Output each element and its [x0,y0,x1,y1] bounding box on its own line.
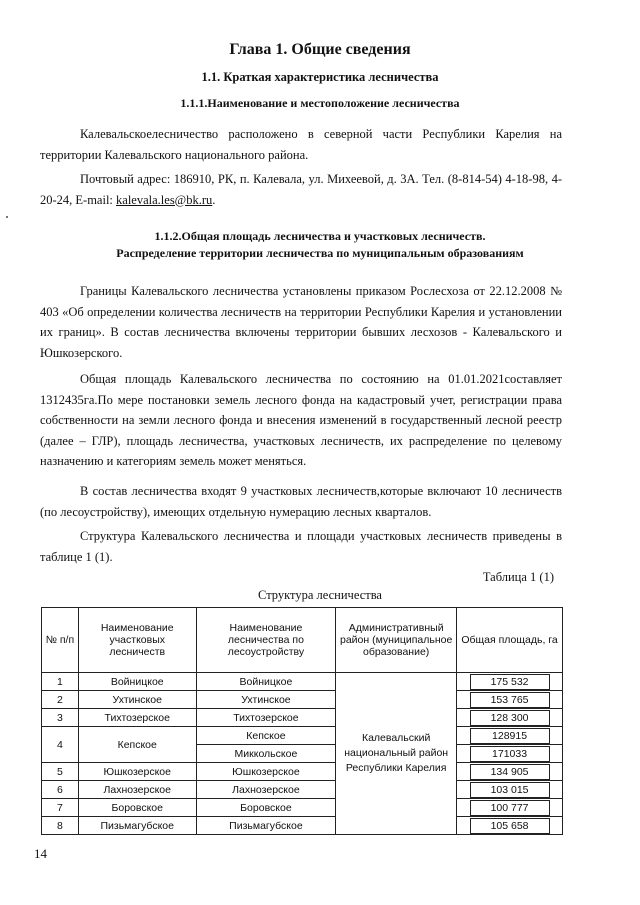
section-heading: 1.1. Краткая характеристика лесничества [201,70,439,84]
cell-name: Кепское [78,727,196,763]
margin-mark [6,216,8,218]
address-suffix: . [212,192,216,207]
location-paragraph: Калевальскоелесничество расположено в северной части Республики Карелия на территории Калевальского национального района. [40,127,562,162]
header-district-forestry: Наименование участковых лесничеств [78,608,196,673]
cell-area [457,691,563,709]
cell-num: 3 [42,709,79,727]
cell-survey: Боровское [196,799,336,817]
subsection-heading-2-line1: 1.1.2.Общая площадь лесничества и участковых лесничеств. [154,229,486,243]
cell-survey: Миккольское [196,745,336,763]
cell-area-value: 128915 [470,728,550,744]
cell-name: Боровское [78,799,196,817]
cell-area [457,727,563,745]
address-paragraph [40,169,562,210]
cell-area-value: 171033 [470,746,550,762]
cell-admin-region: Калевальский национальный район Республики Карелия [336,673,457,835]
page-number: 14 [34,846,47,861]
table-row [42,691,563,709]
cell-area-value: 128 300 [470,710,550,726]
email-link[interactable]: kalevala.les@bk.ru [116,192,213,207]
table-row [42,709,563,727]
table-row [42,763,563,781]
cell-survey: Юшкозерское [196,763,336,781]
header-area: Общая площадь, га [457,608,563,673]
table-row [42,817,563,835]
cell-area-value: 100 777 [470,800,550,816]
cell-name: Лахнозерское [78,781,196,799]
cell-area [457,799,563,817]
cell-num: 8 [42,817,79,835]
total-area-paragraph: Общая площадь Калевальского лесничества по состоянию на 01.01.2021составляет 1312435га.По мере постановки земель лесного фонда на кадастровый учет, регистрации права собственности на земли лесного фонда и внесения изменений в государственный лесной реестр (далее – ГЛР), площадь лесничества, участковых лесничеств, их распределение по целевому назначению и категориям земель может меняться. [40,372,562,468]
cell-area [457,763,563,781]
cell-num: 7 [42,799,79,817]
cell-survey: Тихтозерское [196,709,336,727]
cell-num: 5 [42,763,79,781]
header-forestry-by-survey: Наименование лесничества по лесоустройству [196,608,336,673]
table-number: Таблица 1 (1) [482,570,554,584]
table-header-row [42,608,563,673]
cell-name: Ухтинское [78,691,196,709]
cell-num: 6 [42,781,79,799]
cell-area [457,673,563,691]
header-num: № п/п [42,608,79,673]
borders-paragraph: Границы Калевальского лесничества установлены приказом Рослесхоза от 22.12.2008 № 403 «Об определении количества лесничеств на территории Республики Карелия и установлении их границ». В состав лесничества включены территории бывших лесхозов - Калевальского и Юшкозерского. [40,284,562,360]
cell-name: Пизьмагубское [78,817,196,835]
cell-survey: Лахнозерское [196,781,336,799]
table-row [42,673,563,691]
address-text: Почтовый адрес: 186910, РК, п. Калевала, ул. Михеевой, д. 3А. Тел. (8-814-54) 4-18-98, 4-20-24, E-mail: [40,172,562,207]
structure-ref-paragraph: Структура Калевальского лесничества и площади участковых лесничеств приведены в таблице 1 (1). [40,529,562,564]
subsection-heading-1: 1.1.1.Наименование и местоположение лесничества [180,96,460,110]
cell-name: Войницкое [78,673,196,691]
cell-area [457,709,563,727]
cell-area-value: 103 015 [470,782,550,798]
cell-num: 4 [42,727,79,763]
cell-name: Юшкозерское [78,763,196,781]
cell-survey: Пизьмагубское [196,817,336,835]
cell-area [457,781,563,799]
cell-area-value: 134 905 [470,764,550,780]
cell-survey: Кепское [196,727,336,745]
table-title: Структура лесничества [258,588,382,602]
cell-area [457,745,563,763]
composition-paragraph: В состав лесничества входят 9 участковых лесничеств,которые включают 10 лесничеств (по лесоустройству), имеющих отдельную нумерацию лесных кварталов. [40,484,562,519]
table-row [42,727,563,745]
subsection-heading-2-line2: Распределение территории лесничества по муниципальным образованиям [116,246,524,260]
cell-survey: Войницкое [196,673,336,691]
cell-num: 2 [42,691,79,709]
cell-num: 1 [42,673,79,691]
structure-table [41,607,563,835]
cell-name: Тихтозерское [78,709,196,727]
cell-area-value: 153 765 [470,692,550,708]
chapter-heading: Глава 1. Общие сведения [229,41,411,58]
header-admin-region: Административный район (муниципальное образование) [336,608,457,673]
table-row [42,799,563,817]
cell-area [457,817,563,835]
subsection-heading-2 [0,228,640,262]
cell-survey: Ухтинское [196,691,336,709]
cell-area-value: 105 658 [470,818,550,834]
table-row [42,781,563,799]
cell-area-value: 175 532 [470,674,550,690]
